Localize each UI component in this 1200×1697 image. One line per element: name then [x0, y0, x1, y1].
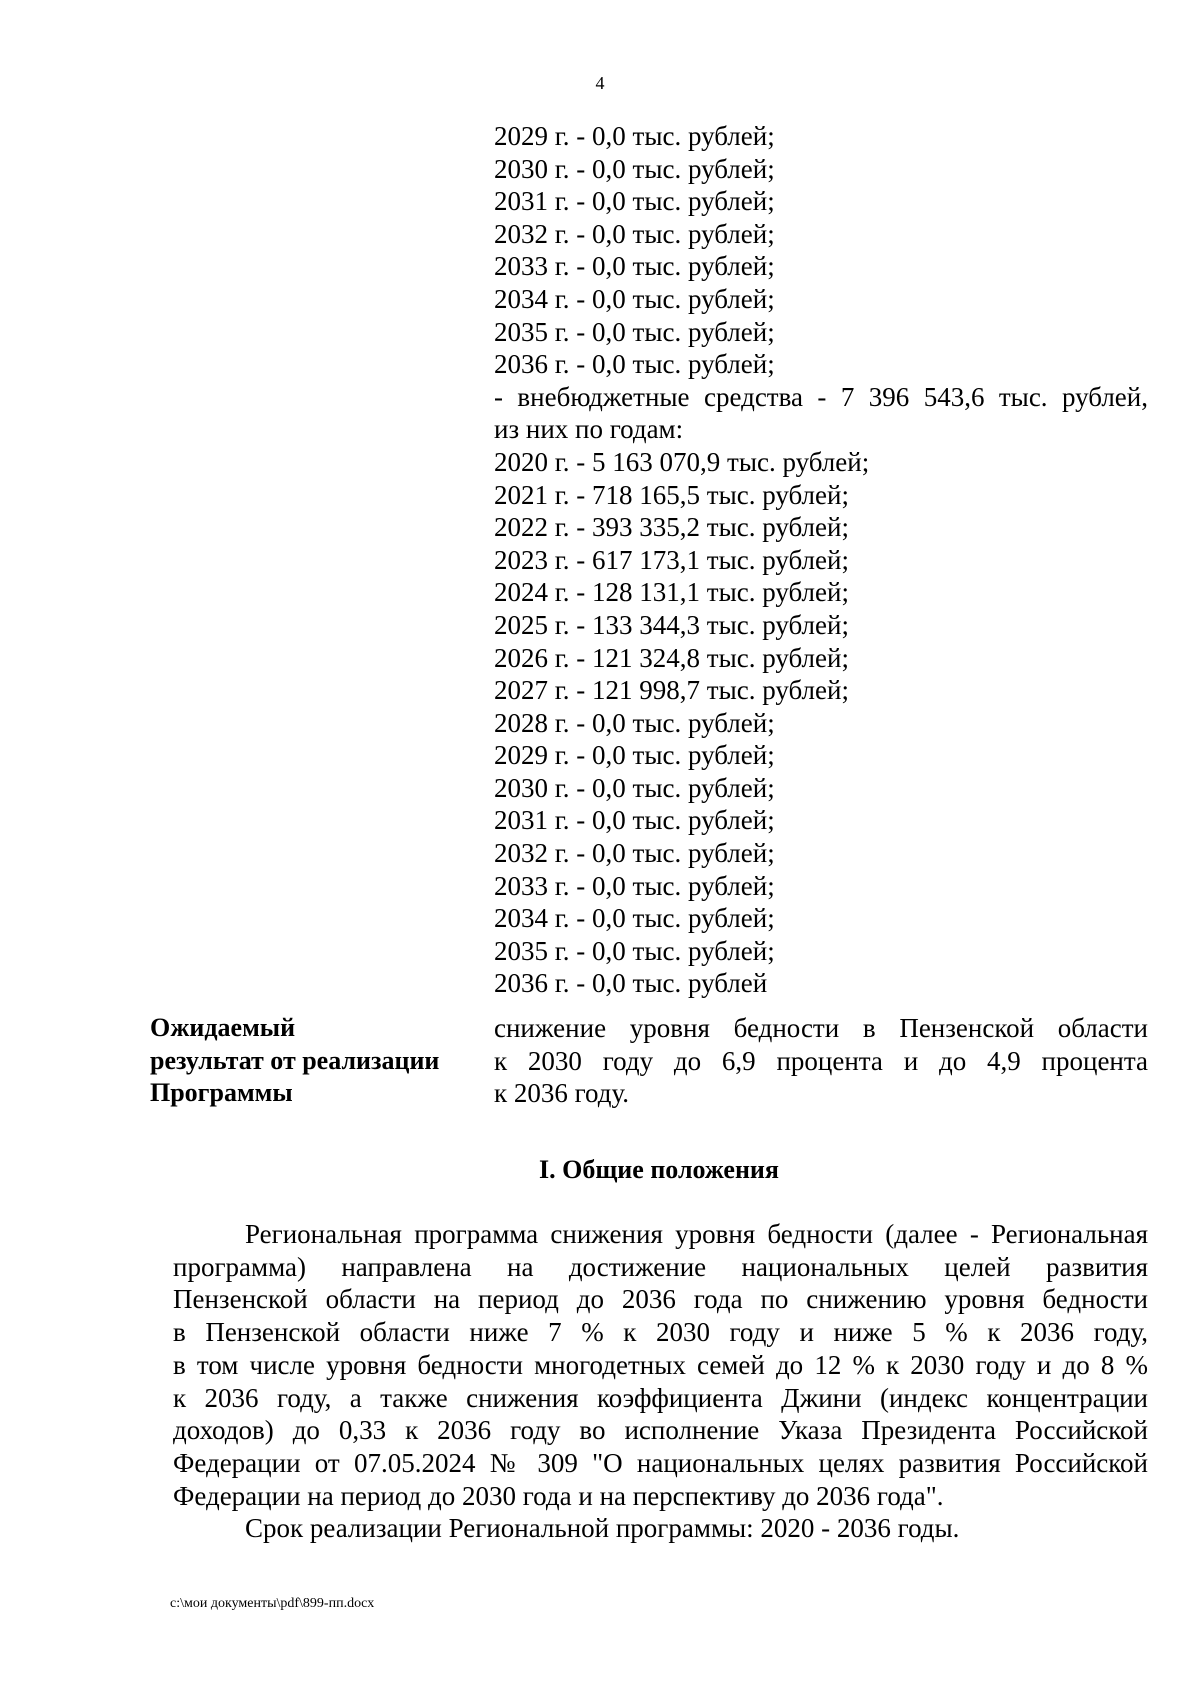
funding-line: 2034 г. - 0,0 тыс. рублей; [494, 903, 775, 934]
funding-line: 2032 г. - 0,0 тыс. рублей; [494, 218, 775, 249]
paragraph-line: Федерации от 07.05.2024 № 309 "О национальных целях развития Российской [173, 1447, 1148, 1478]
funding-line: 2035 г. - 0,0 тыс. рублей; [494, 316, 775, 347]
funding-line: 2026 г. - 121 324,8 тыс. рублей; [494, 642, 849, 673]
funding-line: 2030 г. - 0,0 тыс. рублей; [494, 153, 775, 184]
funding-line: 2029 г. - 0,0 тыс. рублей; [494, 740, 775, 771]
footer-file-path: c:\мои документы\pdf\899-пп.docx [170, 1596, 375, 1611]
funding-line: 2030 г. - 0,0 тыс. рублей; [494, 772, 775, 803]
paragraph-line: Федерации на период до 2030 года и на перспективу до 2036 года". [173, 1480, 944, 1511]
funding-line: 2020 г. - 5 163 070,9 тыс. рублей; [494, 446, 870, 477]
funding-line: 2027 г. - 121 998,7 тыс. рублей; [494, 675, 849, 706]
general-provisions-body [173, 1218, 1148, 1545]
expected-result-label [150, 1012, 490, 1110]
expected-result-label-line: результат от реализации [150, 1045, 440, 1075]
expected-result-label-line: Программы [150, 1078, 293, 1108]
paragraph-line: Региональная программа снижения уровня бедности (далее - Региональная [245, 1219, 1148, 1249]
expected-result-line: к 2036 году. [494, 1078, 630, 1109]
paragraph-line: в Пензенской области ниже 7 % к 2030 году и ниже 5 % к 2036 году, [173, 1317, 1148, 1348]
extrabudgetary-funds-line: - внебюджетные средства - 7 396 543,6 тыс. рублей, [494, 381, 1148, 412]
funding-line: 2029 г. - 0,0 тыс. рублей; [494, 121, 775, 151]
expected-result-line: к 2030 году до 6,9 процента и до 4,9 процента [494, 1045, 1148, 1076]
page-number: 4 [595, 73, 605, 93]
funding-line: из них по годам: [494, 414, 684, 445]
funding-line: 2035 г. - 0,0 тыс. рублей; [494, 935, 775, 966]
paragraph-line: доходов) до 0,33 к 2036 году во исполнение Указа Президента Российской [173, 1415, 1148, 1446]
expected-result-line: снижение уровня бедности в Пензенской области [494, 1013, 1148, 1043]
paragraph-line: в том числе уровня бедности многодетных семей до 12 % к 2030 году и до 8 % [173, 1349, 1148, 1380]
funding-line: 2028 г. - 0,0 тыс. рублей; [494, 707, 775, 738]
paragraph-line: программа) направлена на достижение национальных целей развития [173, 1251, 1148, 1282]
funding-line: 2025 г. - 133 344,3 тыс. рублей; [494, 609, 849, 640]
funding-line: 2023 г. - 617 173,1 тыс. рублей; [494, 544, 849, 575]
funding-line: 2022 г. - 393 335,2 тыс. рублей; [494, 512, 849, 543]
section-heading: I. Общие положения [539, 1155, 779, 1184]
program-term-line: Срок реализации Региональной программы: 2020 - 2036 годы. [245, 1513, 960, 1544]
funding-line: 2032 г. - 0,0 тыс. рублей; [494, 838, 775, 869]
funding-list [494, 120, 1148, 1000]
funding-line: 2031 г. - 0,0 тыс. рублей; [494, 186, 775, 217]
paragraph-line: Пензенской области на период до 2036 года по снижению уровня бедности [173, 1284, 1148, 1315]
funding-line: 2036 г. - 0,0 тыс. рублей [494, 968, 768, 999]
funding-line: 2031 г. - 0,0 тыс. рублей; [494, 805, 775, 836]
funding-line: 2033 г. - 0,0 тыс. рублей; [494, 870, 775, 901]
funding-line: 2034 г. - 0,0 тыс. рублей; [494, 283, 775, 314]
paragraph-line: к 2036 году, а также снижения коэффициента Джини (индекс концентрации [173, 1382, 1148, 1413]
expected-result-text [494, 1012, 1148, 1110]
funding-line: 2021 г. - 718 165,5 тыс. рублей; [494, 479, 849, 510]
funding-line: 2024 г. - 128 131,1 тыс. рублей; [494, 577, 849, 608]
funding-line: 2033 г. - 0,0 тыс. рублей; [494, 251, 775, 282]
expected-result-label-line: Ожидаемый [150, 1013, 296, 1042]
funding-line: 2036 г. - 0,0 тыс. рублей; [494, 349, 775, 380]
